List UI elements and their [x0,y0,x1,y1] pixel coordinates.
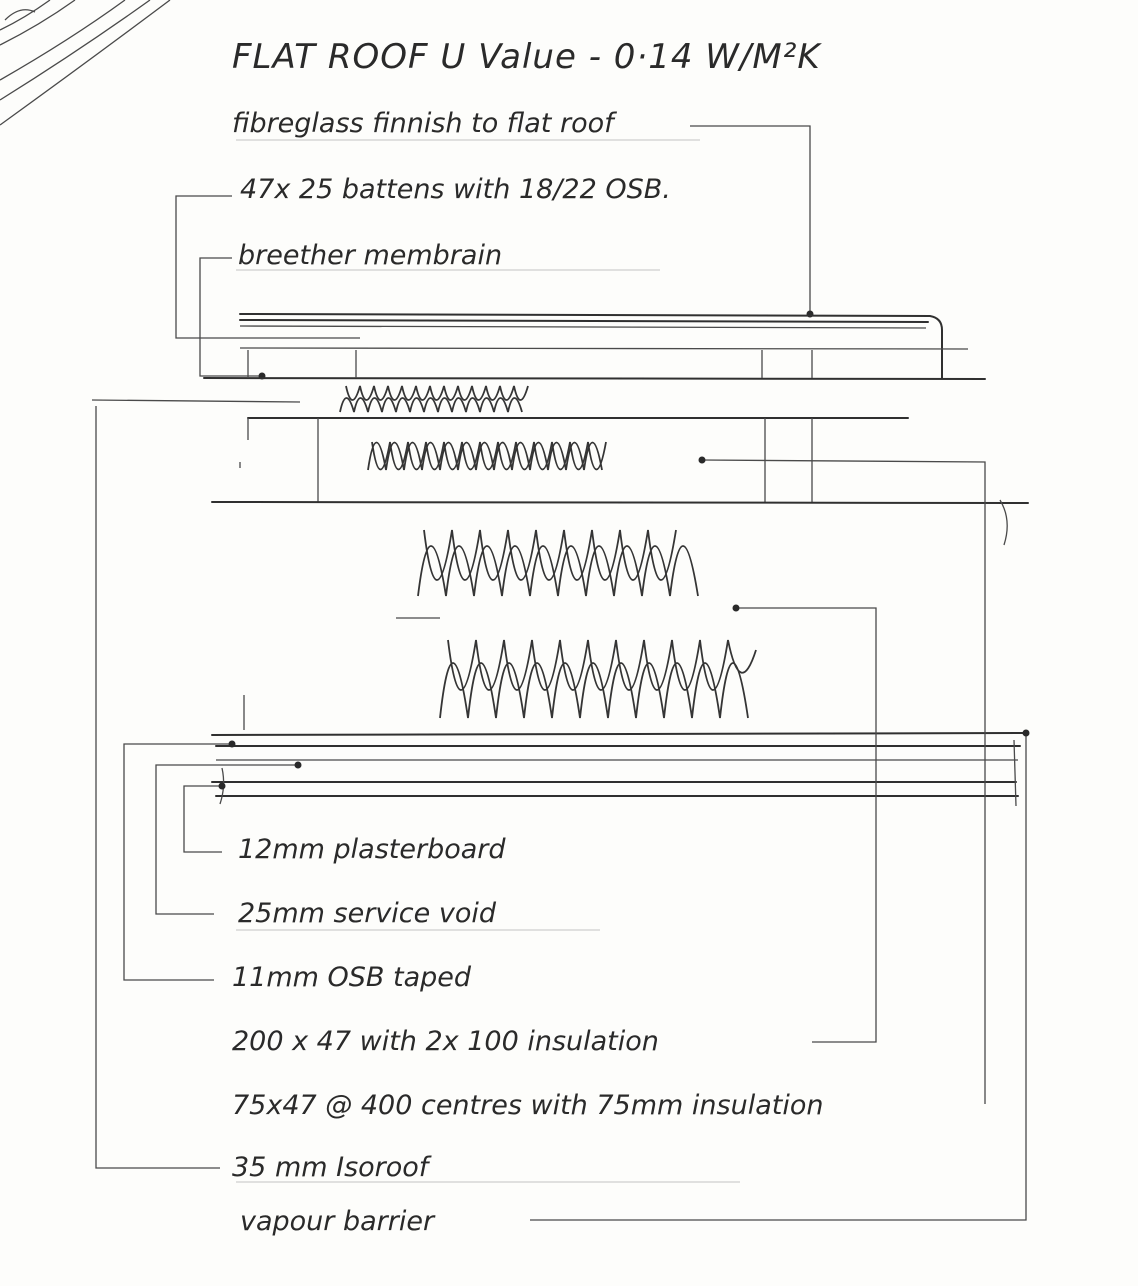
ceiling-layers [212,695,1026,806]
joist-75-zone [92,400,1028,503]
corner-mark [0,0,170,125]
label-fibreglass: fibreglass finnish to flat roof [232,108,614,139]
label-battens: 47x 25 battens with 18/22 OSB. [240,174,671,205]
page-title: FLAT ROOF U Value - 0·14 W/M²K [232,37,821,77]
label-osb-taped: 11mm OSB taped [232,962,472,993]
label-plasterboard: 12mm plasterboard [238,834,506,865]
roof-deck-layers [204,314,985,379]
label-isoroof: 35 mm Isoroof [232,1152,429,1183]
label-joists-200: 200 x 47 with 2x 100 insulation [232,1026,659,1057]
label-service-void: 25mm service void [238,898,496,929]
insulation-middle [368,442,606,470]
insulation-top [340,386,528,412]
label-breather: breether membrain [238,240,503,271]
label-vapour: vapour barrier [240,1206,435,1237]
label-joists-75: 75x47 @ 400 centres with 75mm insulation [232,1090,824,1121]
insulation-main [396,530,756,718]
